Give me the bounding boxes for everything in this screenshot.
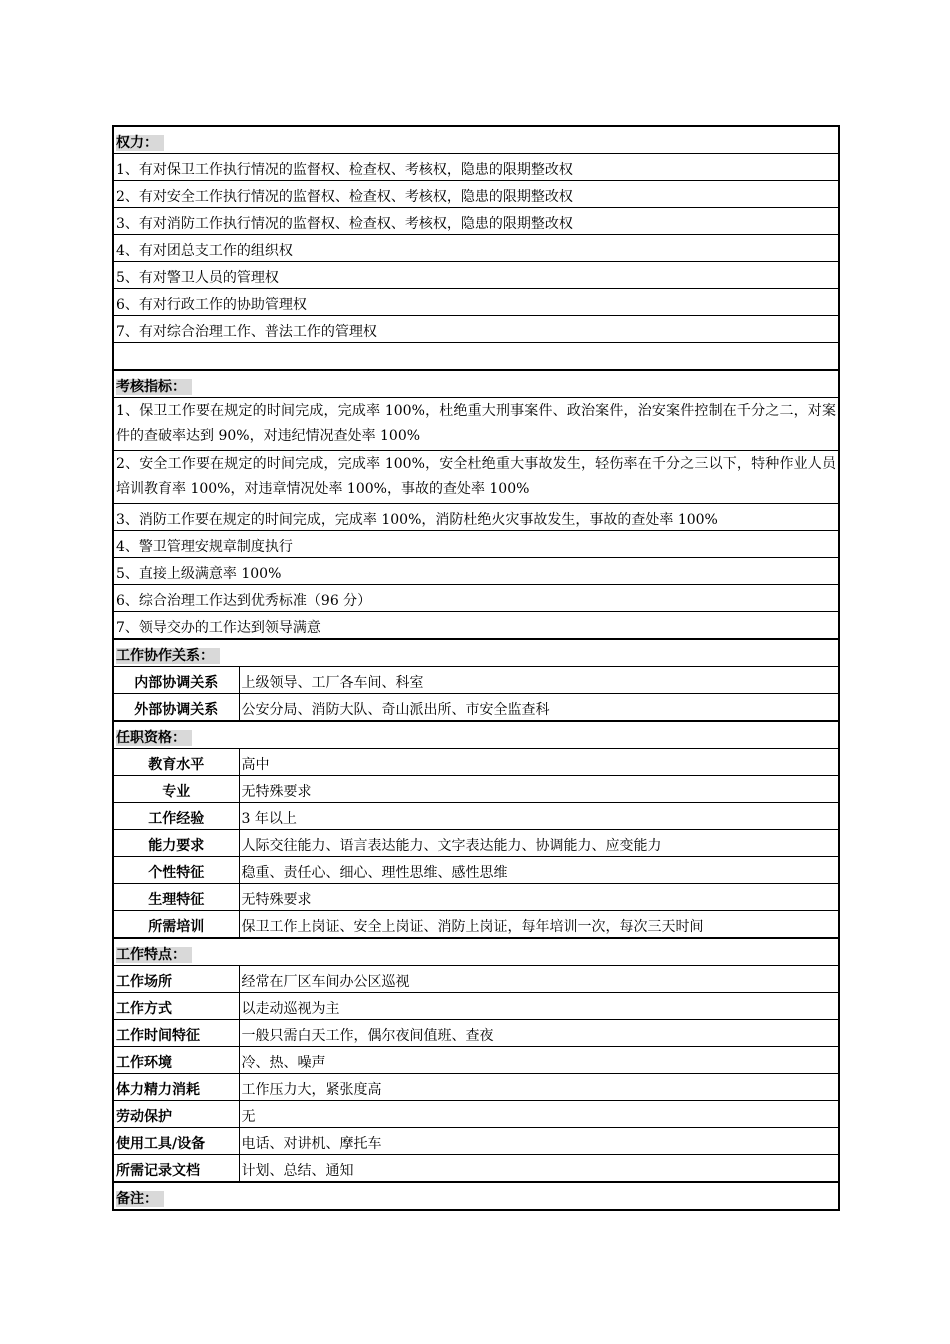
kpi-item-7: 7、领导交办的工作达到领导满意 [113, 612, 839, 640]
remarks-header: 备注： [113, 1182, 839, 1210]
table-row [113, 451, 839, 504]
remarks-row [113, 1182, 839, 1210]
internal-relation-label: 内部协调关系 [113, 667, 239, 694]
external-relation-value: 公安分局、消防大队、奇山派出所、市安全监查科 [239, 694, 839, 722]
table-row [113, 208, 839, 235]
kpi-item-2: 2、安全工作要在规定的时间完成，完成率 100%，安全杜绝重大事故发生，轻伤率在千分之三以下，特种作业人员培训教育率 100%，对违章情况处率 100%，事故的查处率 100% [113, 451, 839, 504]
empty-cell [113, 343, 839, 371]
table-row [113, 1155, 839, 1183]
authority-header-row [113, 126, 839, 154]
qualification-header: 任职资格： [113, 721, 839, 749]
internal-relation-value: 上级领导、工厂各车间、科室 [239, 667, 839, 694]
protection-label: 劳动保护 [113, 1101, 239, 1128]
table-row [113, 667, 839, 694]
personality-value: 稳重、责任心、细心、理性思维、感性思维 [239, 857, 839, 884]
kpi-item-3: 3、消防工作要在规定的时间完成，完成率 100%，消防杜绝火灾事故发生，事故的查处率 100% [113, 504, 839, 531]
energy-value: 工作压力大，紧张度高 [239, 1074, 839, 1101]
work-mode-value: 以走动巡视为主 [239, 993, 839, 1020]
table-row [113, 289, 839, 316]
table-row [113, 911, 839, 939]
tools-value: 电话、对讲机、摩托车 [239, 1128, 839, 1155]
education-label: 教育水平 [113, 749, 239, 776]
workplace-label: 工作场所 [113, 966, 239, 993]
energy-label: 体力精力消耗 [113, 1074, 239, 1101]
table-row [113, 966, 839, 993]
empty-row [113, 343, 839, 371]
table-row [113, 776, 839, 803]
major-value: 无特殊要求 [239, 776, 839, 803]
kpi-item-6: 6、综合治理工作达到优秀标准（96 分） [113, 585, 839, 612]
table-row [113, 154, 839, 181]
protection-value: 无 [239, 1101, 839, 1128]
table-row [113, 398, 839, 451]
kpi-item-4: 4、警卫管理安规章制度执行 [113, 531, 839, 558]
table-row [113, 558, 839, 585]
physical-value: 无特殊要求 [239, 884, 839, 911]
table-row [113, 1074, 839, 1101]
personality-label: 个性特征 [113, 857, 239, 884]
table-row [113, 531, 839, 558]
authority-header: 权力： [113, 126, 839, 154]
kpi-header-row [113, 370, 839, 398]
authority-item-6: 6、有对行政工作的协助管理权 [113, 289, 839, 316]
tools-label: 使用工具/设备 [113, 1128, 239, 1155]
authority-item-3: 3、有对消防工作执行情况的监督权、检查权、考核权，隐患的限期整改权 [113, 208, 839, 235]
ability-value: 人际交往能力、语言表达能力、文字表达能力、协调能力、应变能力 [239, 830, 839, 857]
work-time-label: 工作时间特征 [113, 1020, 239, 1047]
table-row [113, 993, 839, 1020]
table-row [113, 612, 839, 640]
authority-item-1: 1、有对保卫工作执行情况的监督权、检查权、考核权，隐患的限期整改权 [113, 154, 839, 181]
table-row [113, 1047, 839, 1074]
table-row [113, 1020, 839, 1047]
education-value: 高中 [239, 749, 839, 776]
physical-label: 生理特征 [113, 884, 239, 911]
table-row [113, 803, 839, 830]
records-value: 计划、总结、通知 [239, 1155, 839, 1183]
authority-item-7: 7、有对综合治理工作、普法工作的管理权 [113, 316, 839, 343]
cooperation-header-row [113, 639, 839, 667]
external-relation-label: 外部协调关系 [113, 694, 239, 722]
work-time-value: 一般只需白天工作，偶尔夜间值班、查夜 [239, 1020, 839, 1047]
features-header: 工作特点： [113, 938, 839, 966]
training-value: 保卫工作上岗证、安全上岗证、消防上岗证，每年培训一次，每次三天时间 [239, 911, 839, 939]
training-label: 所需培训 [113, 911, 239, 939]
records-label: 所需记录文档 [113, 1155, 239, 1183]
table-row [113, 316, 839, 343]
table-row [113, 235, 839, 262]
experience-value: 3 年以上 [239, 803, 839, 830]
environment-value: 冷、热、噪声 [239, 1047, 839, 1074]
table-row [113, 830, 839, 857]
job-description-table [112, 125, 840, 1211]
table-row [113, 694, 839, 722]
table-row [113, 1101, 839, 1128]
table-row [113, 749, 839, 776]
ability-label: 能力要求 [113, 830, 239, 857]
environment-label: 工作环境 [113, 1047, 239, 1074]
features-header-row [113, 938, 839, 966]
authority-item-4: 4、有对团总支工作的组织权 [113, 235, 839, 262]
table-row [113, 181, 839, 208]
qualification-header-row [113, 721, 839, 749]
experience-label: 工作经验 [113, 803, 239, 830]
work-mode-label: 工作方式 [113, 993, 239, 1020]
table-row [113, 504, 839, 531]
kpi-item-5: 5、直接上级满意率 100% [113, 558, 839, 585]
workplace-value: 经常在厂区车间办公区巡视 [239, 966, 839, 993]
table-row [113, 1128, 839, 1155]
table-row [113, 262, 839, 289]
major-label: 专业 [113, 776, 239, 803]
cooperation-header: 工作协作关系： [113, 639, 839, 667]
table-row [113, 857, 839, 884]
kpi-header: 考核指标： [113, 370, 839, 398]
table-row [113, 585, 839, 612]
kpi-item-1: 1、保卫工作要在规定的时间完成，完成率 100%，杜绝重大刑事案件、政治案件，治安案件控制在千分之二，对案件的查破率达到 90%，对违纪情况查处率 100% [113, 398, 839, 451]
authority-item-5: 5、有对警卫人员的管理权 [113, 262, 839, 289]
authority-item-2: 2、有对安全工作执行情况的监督权、检查权、考核权，隐患的限期整改权 [113, 181, 839, 208]
table-row [113, 884, 839, 911]
